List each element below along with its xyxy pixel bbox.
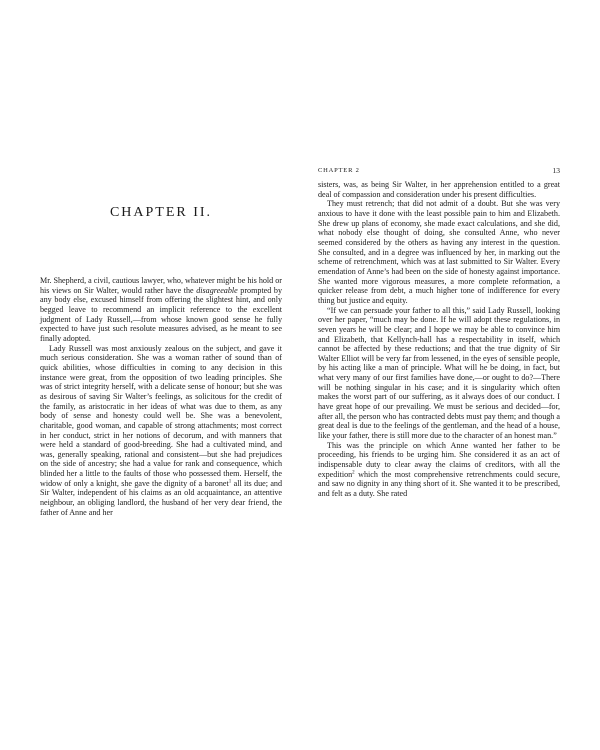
- text-run: sisters, was, as being Sir Walter, in her apprehension entitled to a great deal of compassion and consideration under his present difficulties.: [318, 180, 560, 199]
- running-head-title: CHAPTER 2: [318, 167, 360, 174]
- chapter-title: CHAPTER II.: [109, 205, 213, 221]
- paragraph: [318, 441, 560, 499]
- footnote-marker: 2: [352, 470, 355, 475]
- left-page-body: [40, 276, 282, 517]
- text-run: which the most comprehensive retrenchments could secure, and saw no dignity in any thing short of it. She wanted it to be prescribed, and felt as a duty. She rated: [318, 469, 560, 498]
- running-head: [318, 167, 560, 177]
- text-run: “If we can persuade your father to all this,” said Lady Russell, looking over her paper, “much may be done. If he will adopt these regulations, in seven years he will be clear; and I hope we may be able to convince him and Elizabeth, that Kellynch-hall has a respectability in itself, which cannot be affected by these reductions; and that the true dignity of Sir Walter Elliot will be very far from lessened, in the eyes of sensible people, by his acting like a man of principle. What will he be doing, in fact, but what very many of our first families have done,—or ought to do?—There will be nothing singular in his case; and it is singularity which often makes the worst part of our suffering, as it always does of our conduct. I have great hope of our prevailing. We must be serious and decided—for, after all, the person who has contracted debts must pay them; and though a great deal is due to the feelings of the gentleman, and the head of a house, like your father, there is still more due to the character of an honest man.”: [318, 305, 560, 441]
- right-page-body: [318, 180, 560, 499]
- text-run: all its due; and Sir Walter, independent of his claims as an old acquaintance, an attentive neighbour, an obliging landlord, the husband of her very dear friend, the father of Anne and her: [40, 478, 283, 517]
- text-run: This was the principle on which Anne wanted her father to be proceeding, his friends to be urging him. She considered it as an act of indispensable duty to clear away the claims of creditors, with all the expedition: [318, 440, 560, 479]
- paragraph: [40, 276, 282, 344]
- paragraph: [318, 180, 560, 199]
- text-run: They must retrench; that did not admit of a doubt. But she was very anxious to have it done with the least possible pain to him and Elizabeth. She drew up plans of economy, she made exact calculations, and she did, what nobody else thought of doing, she consulted Anne, who never seemed considered by the others as having any interest in the question. She consulted, and in a degree was influenced by her, in marking out the scheme of retrenchment, which was at last submitted to Sir Walter. Every emendation of Anne’s had been on the side of honesty against importance. She wanted more vigorous measures, a more complete reformation, a quicker release from debt, a much higher tone of indifference for every thing but justice and equity.: [318, 199, 560, 305]
- paragraph: [40, 344, 282, 518]
- text-run: Lady Russell was most anxiously zealous on the subject, and gave it much serious consideration. She was a woman rather of sound than of quick abilities, whose difficulties in coming to any decision in this instance were great, from the opposition of two leading principles. She was of strict integrity herself, with a delicate sense of honour; but she was as desirous of saving Sir Walter’s feelings, as solicitous for the credit of the family, as aristocratic in her ideas of what was due to them, as any body of sense and honesty could well be. She was a benevolent, charitable, good woman, and capable of strong attachments; most correct in her conduct, strict in her notions of decorum, and with manners that were held a standard of good-breeding. She had a cultivated mind, and was, generally speaking, rational and consistent—but she had prejudices on the side of ancestry; she had a value for rank and consequence, which blinded her a little to the faults of those who possessed them. Herself, the widow of only a knight, she gave the dignity of a baronet: [40, 343, 282, 488]
- page-number: 13: [552, 166, 560, 175]
- text-run: prompted by any body else, excused himself from offering the slightest hint, and only begged leave to recommend an implicit reference to the excellent judgment of Lady Russell,—from whose known good sense he fully expected to have just such resolute measures advised, as he meant to see finally adopted.: [40, 285, 282, 343]
- italic-text: disagreeable: [196, 285, 238, 295]
- footnote-marker: 1: [228, 479, 232, 485]
- text-run: Mr. Shepherd, a civil, cautious lawyer, who, whatever might be his hold or his views on Sir Walter, would rather have the: [40, 276, 282, 295]
- paragraph: [318, 306, 560, 441]
- paragraph: [318, 199, 560, 305]
